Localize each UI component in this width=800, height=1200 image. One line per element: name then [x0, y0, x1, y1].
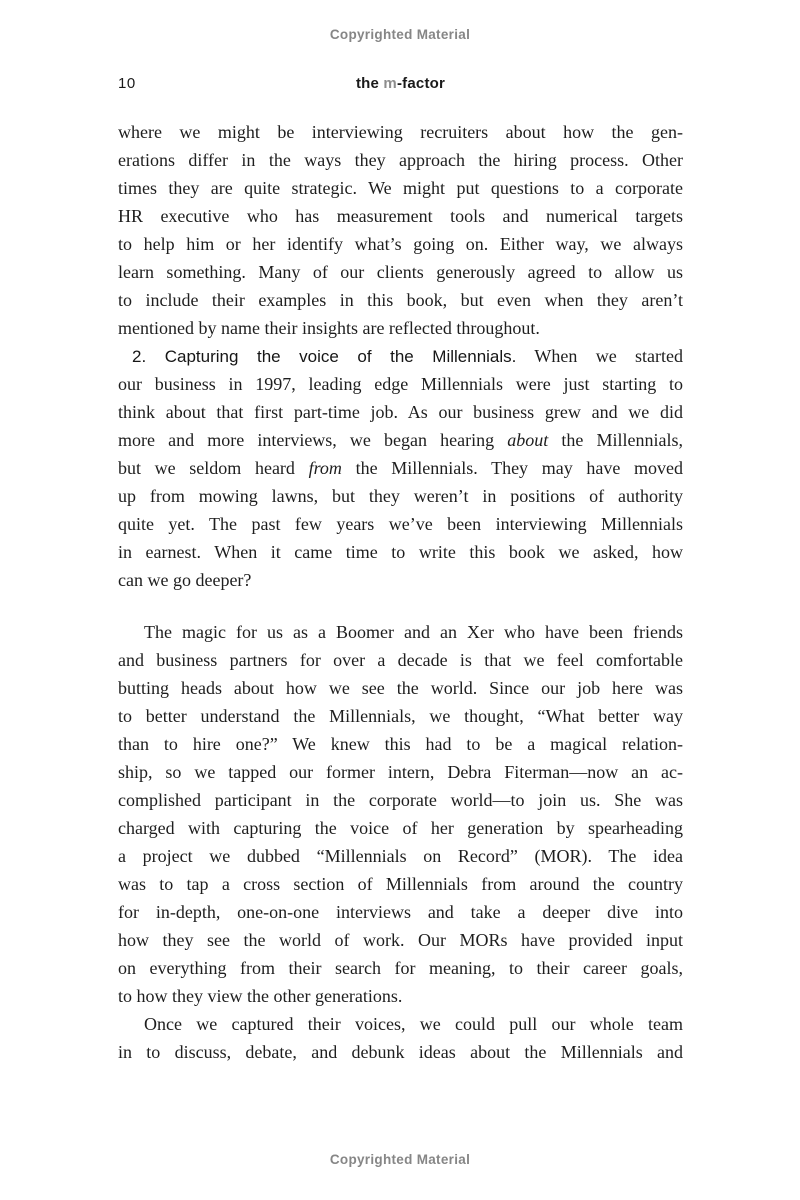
text-line: quite yet. The past few years we’ve been interviewing Millennials	[118, 514, 683, 534]
text-line: was to tap a cross section of Millennials from around the country	[118, 874, 683, 894]
text-line: to help him or her identify what’s going on. Either way, we always	[118, 234, 683, 254]
text-line: complished participant in the corporate world—to join us. She was	[118, 790, 683, 810]
running-title	[118, 75, 683, 92]
text-line: for in-depth, one-on-one interviews and take a deeper dive into	[118, 902, 683, 922]
text-line: our business in 1997, leading edge Millennials were just starting to	[118, 374, 683, 394]
page-number: 10	[118, 75, 136, 92]
text-line: times they are quite strategic. We might put questions to a corporate	[118, 178, 683, 198]
text-line: than to hire one?” We knew this had to be a magical relation-	[118, 734, 683, 754]
text-line: in to discuss, debate, and debunk ideas about the Millennials and	[118, 1042, 683, 1062]
text-line: erations differ in the ways they approach the hiring process. Other	[118, 150, 683, 170]
text-line: learn something. Many of our clients generously agreed to allow us	[118, 262, 683, 282]
running-title-pre: the	[355, 75, 384, 92]
text-line: charged with capturing the voice of her generation by spearheading	[118, 818, 683, 838]
text-line: where we might be interviewing recruiters about how the gen-	[118, 122, 683, 142]
text-line: Once we captured their voices, we could pull our whole team	[144, 1014, 683, 1034]
italic-text: about	[507, 430, 549, 450]
section-heading: 2. Capturing the voice of the Millennials.	[132, 347, 517, 366]
text-line: up from mowing lawns, but they weren’t in positions of authority	[118, 486, 683, 506]
text-line: think about that first part-time job. As our business grew and we did	[118, 402, 683, 422]
running-title-post: -factor	[396, 75, 446, 92]
text-line: and business partners for over a decade is that we feel comfortable	[118, 650, 683, 670]
paragraph	[118, 342, 683, 594]
copyright-notice-top: Copyrighted Material	[329, 27, 471, 42]
text-line	[118, 454, 683, 482]
page-header	[118, 75, 683, 95]
text-line: in earnest. When it came time to write this book we asked, how	[118, 542, 683, 562]
text-line: butting heads about how we see the world. Since our job here was	[118, 678, 683, 698]
text-line: how they see the world of work. Our MORs have provided input	[118, 930, 683, 950]
text-line: The magic for us as a Boomer and an Xer who have been friends	[144, 622, 683, 642]
text-line	[118, 342, 683, 370]
text-line: mentioned by name their insights are reflected throughout.	[118, 318, 540, 338]
running-title-highlight: m	[383, 75, 397, 92]
paragraph	[118, 1010, 683, 1066]
copyright-notice-bottom: Copyrighted Material	[329, 1152, 471, 1167]
text-line: a project we dubbed “Millennials on Record” (MOR). The idea	[118, 846, 683, 866]
text-segment: When we started	[516, 346, 683, 366]
text-line	[118, 426, 683, 454]
italic-text: from	[308, 458, 342, 478]
text-line: to how they view the other generations.	[118, 986, 403, 1006]
text-segment: the Millennials. They may have moved	[341, 458, 683, 478]
paragraph	[118, 118, 683, 342]
text-line: to better understand the Millennials, we thought, “What better way	[118, 706, 683, 726]
text-line: can we go deeper?	[118, 570, 252, 590]
text-line: ship, so we tapped our former intern, Debra Fiterman—now an ac-	[118, 762, 683, 782]
paragraph	[118, 618, 683, 1010]
text-line: on everything from their search for meaning, to their career goals,	[118, 958, 683, 978]
text-line: HR executive who has measurement tools and numerical targets	[118, 206, 683, 226]
text-line: to include their examples in this book, but even when they aren’t	[118, 290, 683, 310]
text-segment: more and more interviews, we began hearing	[118, 430, 508, 450]
text-segment: but we seldom heard	[118, 458, 309, 478]
body-text	[118, 118, 683, 1066]
text-segment: the Millennials,	[548, 430, 683, 450]
